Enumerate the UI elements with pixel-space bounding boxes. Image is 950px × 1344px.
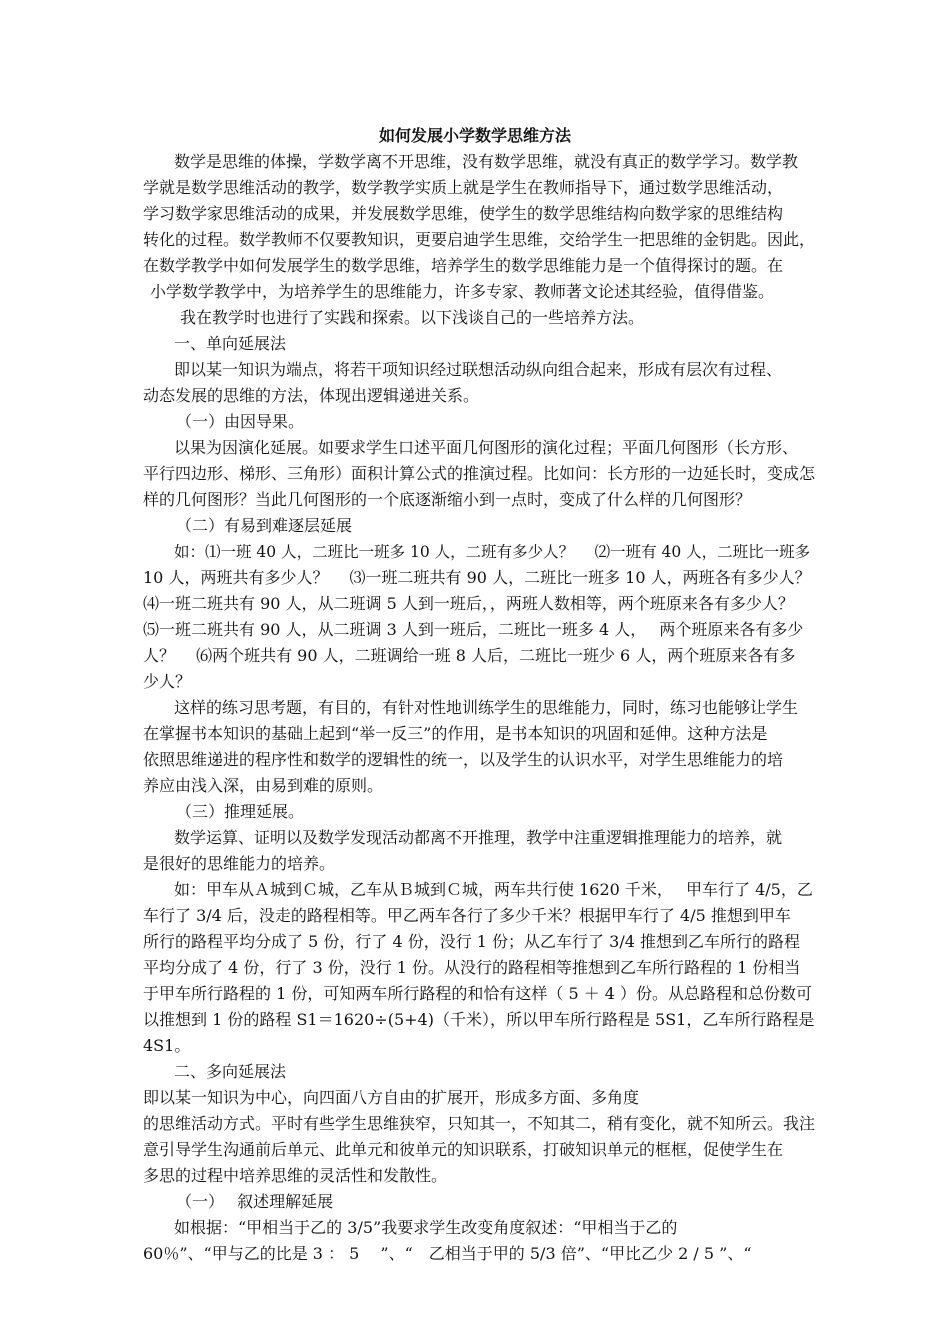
subsection-heading: （二）有易到难逐层延展 bbox=[176, 516, 353, 535]
text-line: 我在教学时也进行了实践和探索。以下浅谈自己的一些培养方法。 bbox=[180, 308, 645, 327]
text-line: 如根据：“甲相当于乙的 3/5”我要求学生改变角度叙述：“甲相当于乙的 bbox=[174, 1218, 678, 1237]
text-line: 人？ ⑹两个班共有 90 人，二班调给一班 8 人后，二班比一班少 6 人，两个班原来各有多 bbox=[143, 646, 796, 665]
section-heading: 一、单向延展法 bbox=[174, 334, 287, 353]
text-line: 10 人，两班共有多少人？ ⑶一班二班共有 90 人，二班比一班多 10 人，两班各有多少人？ bbox=[143, 568, 811, 587]
document-title: 如何发展小学数学思维方法 bbox=[378, 126, 571, 145]
text-line: 少人？ bbox=[143, 672, 192, 691]
text-line: 如：⑴一班 40 人，二班比一班多 10 人，二班有多少人？ ⑵一班有 40 人，二班比一班多 bbox=[174, 543, 811, 561]
subsection-heading: （一） 叙述理解延展 bbox=[176, 1192, 334, 1211]
text-line: 在数学教学中如何发展学生的数学思维，培养学生的数学思维能力是一个值得探讨的题。在 bbox=[143, 256, 784, 275]
text-line: 的思维活动方式。平时有些学生思维狭窄，只知其一，不知其二，稍有变化，就不知所云。我注 bbox=[143, 1114, 816, 1133]
text-line: 4S1。 bbox=[143, 1036, 191, 1055]
text-line: 学就是数学思维活动的教学，数学教学实质上就是学生在教师指导下，通过数学思维活动， bbox=[143, 178, 784, 197]
text-line: 于甲车所行路程的 1 份，可知两车所行路程的和恰有这样（ 5 ＋ 4 ）份。从总路程和总份数可 bbox=[143, 984, 813, 1003]
text-line: 即以某一知识为中心，向四面八方自由的扩展开，形成多方面、多角度 bbox=[143, 1088, 640, 1107]
text-line: 以果为因演化延展。如要求学生口述平面几何图形的演化过程；平面几何图形（长方形、 bbox=[174, 438, 799, 457]
text-line: 所行的路程平均分成了 5 份，行了 4 份，没行 1 份；从乙车行了 3/4 推想到乙车所行的路程 bbox=[143, 932, 800, 951]
text-line: 小学数学教学中，为培养学生的思维能力，许多专家、教师著文论述其经验，值得借鉴。 bbox=[150, 282, 775, 301]
subsection-heading: （一）由因导果。 bbox=[176, 412, 305, 431]
text-line: 多思的过程中培养思维的灵活性和发散性。 bbox=[143, 1166, 448, 1185]
text-line: 学习数学家思维活动的成果，并发展数学思维，使学生的数学思维结构向数学家的思维结构 bbox=[143, 204, 784, 223]
text-line: 平行四边形、梯形、三角形）面积计算公式的推演过程。比如问：长方形的一边延长时，变成怎 bbox=[143, 464, 816, 483]
text-line: 养应由浅入深，由易到难的原则。 bbox=[143, 776, 384, 795]
text-line: ⑸一班二班共有 90 人，从二班调 3 人到一班后，二班比一班多 4 人， 两个班原来各有多少 bbox=[143, 620, 804, 639]
text-line: 60％”、“甲与乙的比是 3 ： 5 ”、“ 乙相当于甲的 5/3 倍”、“甲比乙少 2 / 5 ”、“ bbox=[143, 1244, 752, 1263]
text-line: 意引导学生沟通前后单元、此单元和彼单元的知识联系，打破知识单元的框框，促使学生在 bbox=[143, 1140, 784, 1159]
text-line: 是很好的思维能力的培养。 bbox=[143, 854, 336, 873]
section-heading: 二、多向延展法 bbox=[174, 1062, 287, 1081]
text-line: 数学运算、证明以及数学发现活动都离不开推理，教学中注重逻辑推理能力的培养，就 bbox=[174, 828, 783, 847]
text-line: 依照思维递进的程序性和数学的逻辑性的统一，以及学生的认识水平，对学生思维能力的培 bbox=[143, 750, 784, 769]
text-line: ⑷一班二班共有 90 人，从二班调 5 人到一班后，，两班人数相等，两个班原来各有多少人？ bbox=[143, 594, 794, 613]
text-line: 如：甲车从Ａ城到Ｃ城，乙车从Ｂ城到Ｃ城，两车共行使 1620 千米， 甲车行了 4/5，乙 bbox=[174, 880, 813, 899]
text-line: 数学是思维的体操，学数学离不开思维，没有数学思维，就没有真正的数学学习。数学教 bbox=[174, 152, 799, 171]
text-line: 平均分成了 4 份，行了 3 份，没行 1 份。从没行的路程相等推想到乙车所行路程的 1 份相当 bbox=[143, 958, 801, 977]
text-line: 车行了 3/4 后，没走的路程相等。甲乙两车各行了多少千米？根据甲车行了 4/5 推想到甲车 bbox=[143, 906, 791, 925]
text-line: 在掌握书本知识的基础上起到“举一反三”的作用，是书本知识的巩固和延伸。这种方法是 bbox=[143, 724, 768, 743]
text-line: 即以某一知识为端点，将若干项知识经过联想活动纵向组合起来，形成有层次有过程、 bbox=[174, 360, 783, 379]
text-line: 样的几何图形？当此几何图形的一个底逐渐缩小到一点时，变成了什么样的几何图形？ bbox=[143, 490, 752, 509]
text-line: 这样的练习思考题，有目的，有针对性地训练学生的思维能力，同时，练习也能够让学生 bbox=[174, 698, 799, 717]
text-line: 动态发展的思维的方法，体现出逻辑递进关系。 bbox=[143, 386, 480, 405]
subsection-heading: （三）推理延展。 bbox=[176, 802, 305, 821]
text-line: 转化的过程。数学教师不仅要教知识，更要启迪学生思维，交给学生一把思维的金钥匙。因此， bbox=[143, 230, 816, 249]
text-line: 以推想到 1 份的路程 S1＝1620÷(5+4)（千米），所以甲车所行路程是 5S1，乙车所行路程是 bbox=[143, 1010, 815, 1029]
